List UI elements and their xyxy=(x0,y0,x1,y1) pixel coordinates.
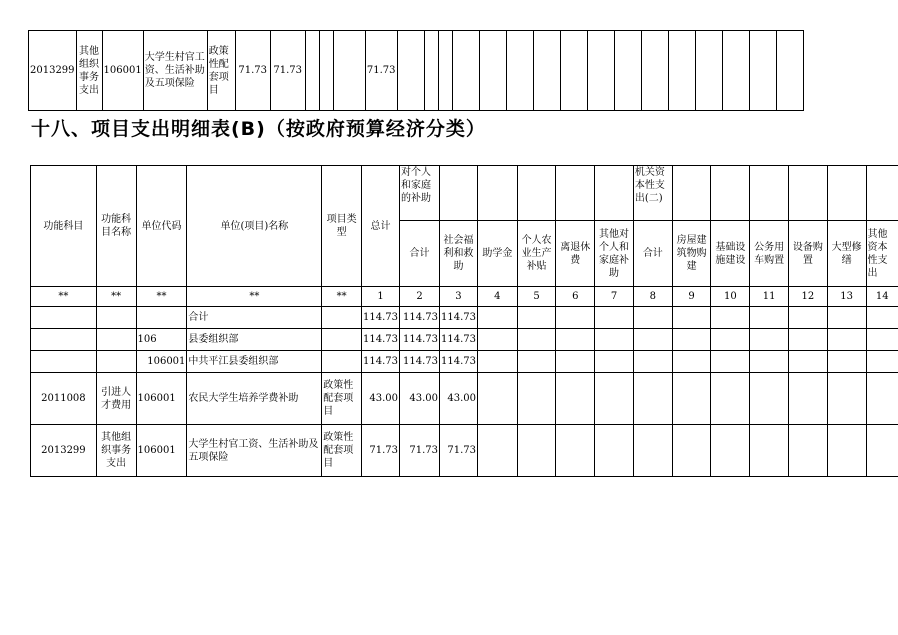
func-name-cell: 其他组织事务支出 xyxy=(76,31,102,111)
project-expense-table xyxy=(30,165,898,477)
unit-name-cell: 大学生村官工资、生活补助及五项保险 xyxy=(143,31,207,111)
header-personal-group: 对个人和家庭的补助 xyxy=(400,166,440,221)
table-row: 2011008 引进人才费用 106001 农民大学生培养学费补助 政策性配套项目 43.00 43.00 43.00 xyxy=(31,373,898,425)
header-unit-name: 单位(项目)名称 xyxy=(187,166,322,287)
header-farm-subsidy: 个人农业生产补贴 xyxy=(517,221,556,287)
code-cell: 2013299 xyxy=(29,31,77,111)
marker-row: ** ** ** ** ** 1 2 3 4 5 6 7 8 9 10 11 12 13 14 xyxy=(31,287,898,307)
header-row xyxy=(31,166,898,221)
header-item-type: 项目类型 xyxy=(322,166,362,287)
table-row xyxy=(29,31,804,111)
header-subtotal: 合计 xyxy=(633,221,672,287)
header-student-aid: 助学金 xyxy=(477,221,517,287)
header-vehicle: 公务用车购置 xyxy=(750,221,789,287)
header-social-welfare: 社会福利和救助 xyxy=(439,221,477,287)
value-cell: 71.73 xyxy=(270,31,305,111)
unit-code-cell: 106001 xyxy=(102,31,143,111)
header-other-personal: 其他对个人和家庭补助 xyxy=(595,221,634,287)
prev-table-fragment xyxy=(28,30,804,111)
header-other-capital: 其他资本性支出 xyxy=(866,221,898,287)
header-infrastructure: 基础设施建设 xyxy=(711,221,750,287)
table-row: 合计 114.73 114.73 114.73 xyxy=(31,307,898,329)
header-func-name: 功能科目名称 xyxy=(96,166,136,287)
item-type-cell: 政策性配套项目 xyxy=(207,31,235,111)
header-subtotal: 合计 xyxy=(400,221,440,287)
header-building: 房屋建筑物购建 xyxy=(672,221,711,287)
header-total: 总计 xyxy=(362,166,400,287)
table-row: 2013299 其他组织事务支出 106001 大学生村官工资、生活补助及五项保险 政策性配套项目 71.73 71.73 71.73 xyxy=(31,425,898,477)
value-cell: 71.73 xyxy=(365,31,397,111)
page-title: 十八、项目支出明细表(B)（按政府预算经济分类） xyxy=(31,118,486,140)
table-row: 106001 中共平江县委组织部 114.73 114.73 114.73 xyxy=(31,351,898,373)
header-unit-code: 单位代码 xyxy=(136,166,187,287)
header-equipment: 设备购置 xyxy=(788,221,827,287)
header-capital-group: 机关资本性支出(二) xyxy=(633,166,672,221)
table-row: 106 县委组织部 114.73 114.73 114.73 xyxy=(31,329,898,351)
value-cell: 71.73 xyxy=(235,31,270,111)
header-retire-fee: 离退休费 xyxy=(556,221,595,287)
header-repair: 大型修缮 xyxy=(827,221,866,287)
header-func-subject: 功能科目 xyxy=(31,166,97,287)
